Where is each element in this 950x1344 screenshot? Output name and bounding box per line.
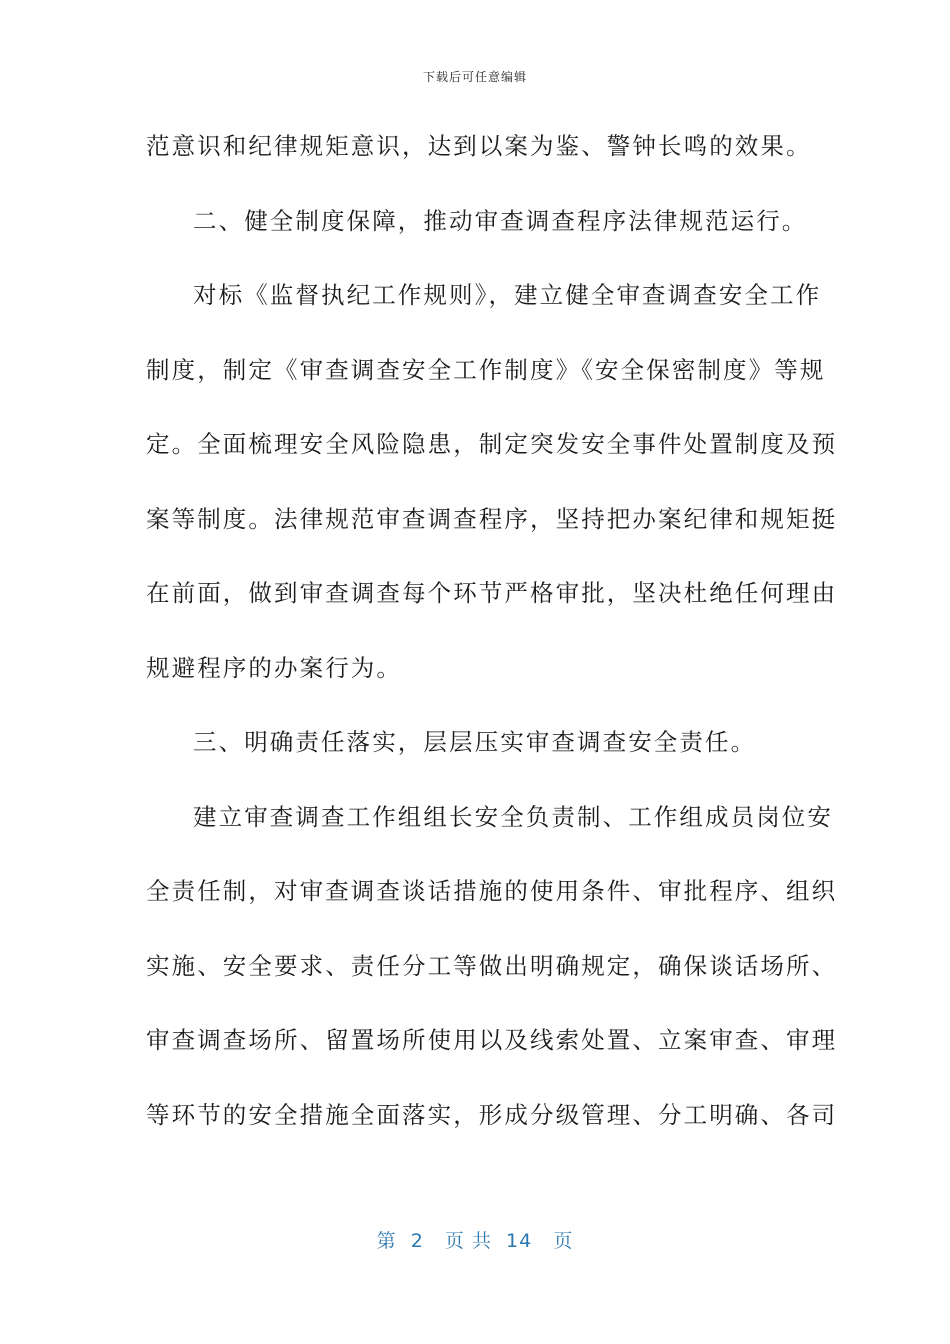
body-line: 在前面，做到审查调查每个环节严格审批，坚决杜绝任何理由 bbox=[146, 579, 838, 607]
document-body bbox=[146, 126, 838, 1169]
body-line: 建立审查调查工作组组长安全负责制、工作组成员岗位安 bbox=[193, 802, 833, 831]
body-line: 实施、安全要求、责任分工等做出明确规定，确保谈话场所、 bbox=[146, 951, 838, 980]
section-heading: 三、明确责任落实，层层压实审查调查安全责任。 bbox=[193, 728, 757, 756]
body-line: 案等制度。法律规范审查调查程序，坚持把办案纪律和规矩挺 bbox=[146, 504, 838, 533]
body-line: 全责任制，对审查调查谈话措施的使用条件、审批程序、组织 bbox=[146, 877, 838, 905]
body-line: 制度，制定《审查调查安全工作制度》《安全保密制度》等规 bbox=[146, 355, 826, 384]
body-line: 等环节的安全措施全面落实，形成分级管理、分工明确、各司 bbox=[146, 1100, 838, 1129]
body-line: 规避程序的办案行为。 bbox=[146, 653, 402, 682]
section-heading: 二、健全制度保障，推动审查调查程序法律规范运行。 bbox=[193, 206, 808, 235]
body-line: 审查调查场所、留置场所使用以及线索处置、立案审查、审理 bbox=[146, 1026, 838, 1054]
body-line: 对标《监督执纪工作规则》，建立健全审查调查安全工作 bbox=[193, 281, 822, 309]
body-line: 定。全面梳理安全风险隐患，制定突发安全事件处置制度及预 bbox=[146, 430, 838, 458]
header-note: 下载后可任意编辑 bbox=[422, 70, 527, 84]
body-line: 范意识和纪律规矩意识，达到以案为鉴、警钟长鸣的效果。 bbox=[146, 132, 812, 160]
page-number-footer: 第 2 页 共 14 页 bbox=[376, 1230, 574, 1252]
